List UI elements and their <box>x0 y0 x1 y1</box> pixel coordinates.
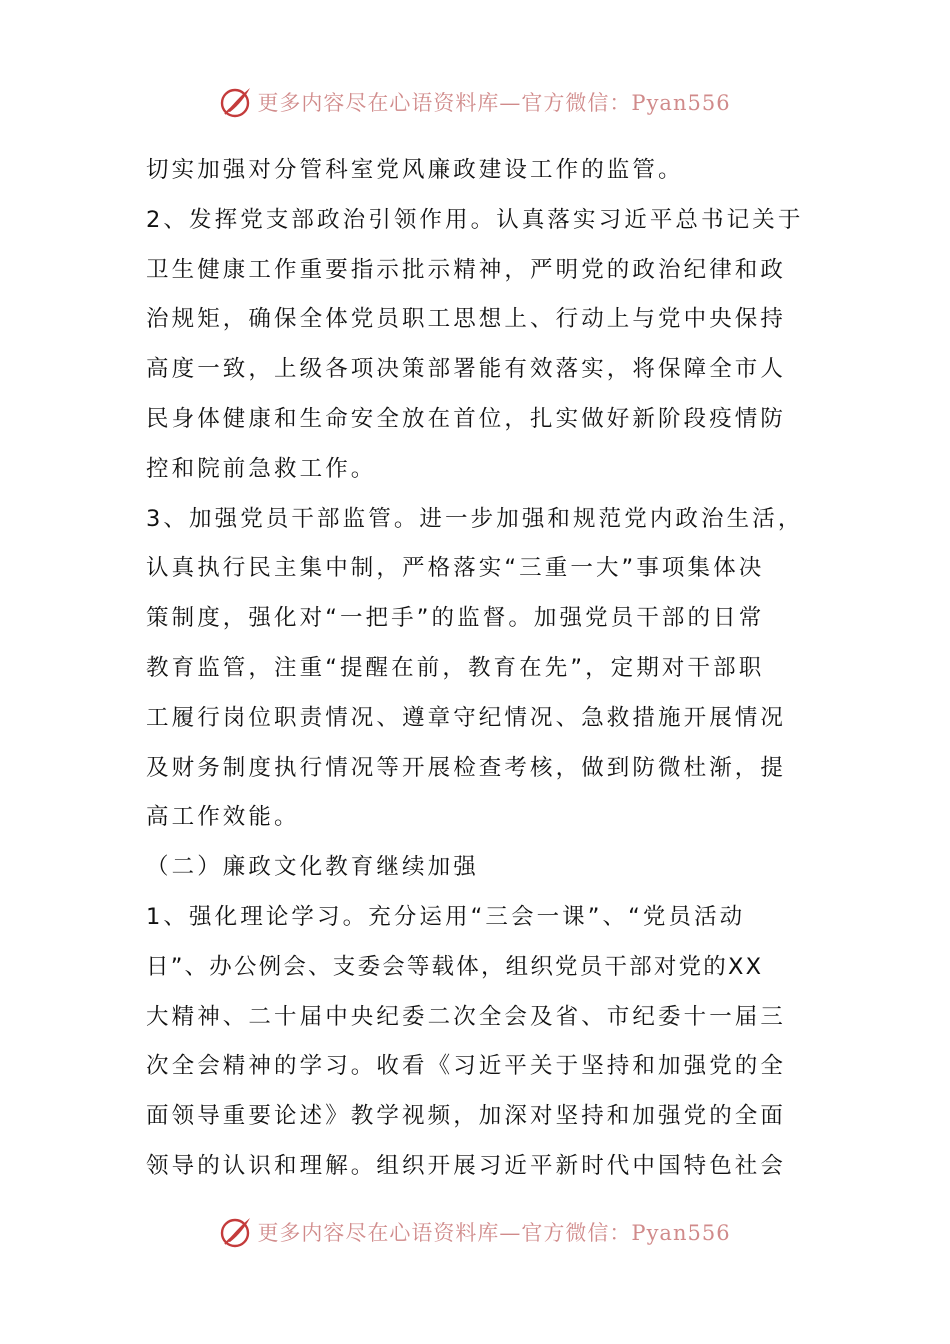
body-line: 治规矩，确保全体党员职工思想上、行动上与党中央保持 <box>146 306 787 333</box>
body-line: 策制度，强化对“一把手”的监督。加强党员干部的日常 <box>146 605 765 632</box>
footer-banner <box>0 1210 950 1254</box>
document-body <box>146 146 811 1192</box>
body-line: 3、加强党员干部监管。进一步加强和规范党内政治生活， <box>146 505 804 532</box>
body-line: 面领导重要论述》教学视频，加深对坚持和加强党的全面 <box>146 1103 787 1130</box>
body-line: 民身体健康和生命安全放在首位，扎实做好新阶段疫情防 <box>146 405 787 432</box>
body-line: 高度一致，上级各项决策部署能有效落实，将保障全市人 <box>146 356 787 383</box>
feather-quill-logo-icon <box>219 85 253 119</box>
body-line: 认真执行民主集中制，严格落实“三重一大”事项集体决 <box>146 555 765 582</box>
body-line: 1、强化理论学习。充分运用“三会一课”、“党员活动 <box>146 903 746 930</box>
body-line: 卫生健康工作重要指示批示精神，严明党的政治纪律和政 <box>146 256 787 283</box>
banner-text: 更多内容尽在心语资料库—官方微信：Pyan556 <box>257 1221 731 1245</box>
body-line: 日”、办公例会、支委会等载体，组织党员干部对党的XX <box>146 953 764 980</box>
banner-text: 更多内容尽在心语资料库—官方微信：Pyan556 <box>257 91 731 115</box>
body-line: 2、发挥党支部政治引领作用。认真落实习近平总书记关于 <box>146 206 804 233</box>
body-line: 切实加强对分管科室党风廉政建设工作的监管。 <box>146 157 684 183</box>
body-line: 工履行岗位职责情况、遵章守纪情况、急救措施开展情况 <box>146 704 787 731</box>
section-heading: （二）廉政文化教育继续加强 <box>146 854 479 881</box>
body-line: 控和院前急救工作。 <box>146 455 377 482</box>
feather-quill-logo-icon <box>219 1215 253 1249</box>
body-line: 大精神、二十届中央纪委二次全会及省、市纪委十一届三 <box>146 1003 787 1030</box>
header-banner <box>0 80 950 124</box>
body-line: 及财务制度执行情况等开展检查考核，做到防微杜渐，提 <box>146 754 787 781</box>
body-line: 高工作效能。 <box>146 804 300 831</box>
body-line: 教育监管，注重“提醒在前，教育在先”，定期对干部职 <box>146 654 765 681</box>
body-line: 次全会精神的学习。收看《习近平关于坚持和加强党的全 <box>146 1053 787 1080</box>
body-line: 领导的认识和理解。组织开展习近平新时代中国特色社会 <box>146 1152 787 1179</box>
